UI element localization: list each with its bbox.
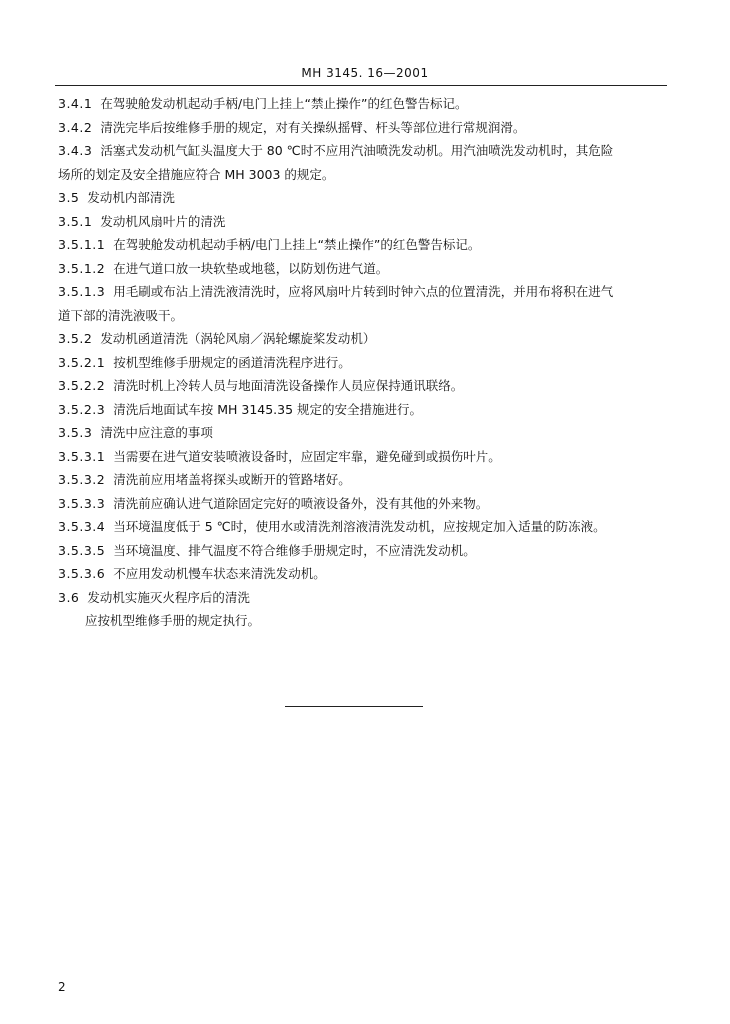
clause-text: 发动机函道清洗（涡轮风扇／涡轮螺旋桨发动机）: [100, 331, 376, 346]
clause-text: 场所的划定及安全措施应符合 MH 3003 的规定。: [58, 166, 335, 182]
page-number: 2: [58, 980, 66, 994]
clause-number: 3.4.1: [58, 96, 93, 111]
standard-code-header: MH 3145. 16—2001: [301, 66, 429, 80]
clause-line: [58, 233, 670, 257]
clause-line: [58, 398, 670, 422]
clause-line: [58, 515, 670, 539]
clause-line: [58, 586, 670, 610]
clause-number: 3.5.3.4: [58, 519, 106, 534]
clause-continuation-line: [58, 609, 670, 633]
clause-text: 在进气道口放一块软垫或地毯，以防划伤进气道。: [113, 260, 389, 276]
clause-number: 3.5.3.2: [58, 472, 106, 487]
clause-text: 清洗完毕后按维修手册的规定，对有关操纵摇臂、杆头等部位进行常规润滑。: [100, 119, 526, 135]
clause-line: [58, 139, 670, 163]
end-of-text-rule: [285, 706, 423, 707]
clause-text: 用毛刷或布沾上清洗液清洗时，应将风扇叶片转到时钟六点的位置清洗，并用布将积在进气: [113, 284, 614, 299]
document-body: [58, 92, 670, 633]
clause-text: 发动机实施灭火程序后的清洗: [87, 589, 250, 605]
clause-line: [58, 257, 670, 281]
clause-text: 应按机型维修手册的规定执行。: [85, 613, 261, 628]
clause-text: 道下部的清洗液吸干。: [58, 307, 184, 323]
clause-number: 3.5: [58, 190, 80, 205]
clause-line: [58, 116, 670, 140]
clause-number: 3.5.2.1: [58, 354, 106, 370]
clause-text: 在驾驶舱发动机起动手柄/电门上挂上“禁止操作”的红色警告标记。: [100, 96, 468, 111]
clause-text: 当环境温度、排气温度不符合维修手册规定时，不应清洗发动机。: [113, 542, 476, 558]
clause-line: [58, 92, 670, 116]
clause-line: [58, 445, 670, 469]
clause-continuation-line: [58, 163, 670, 187]
clause-number: 3.6: [58, 589, 80, 605]
clause-number: 3.5.2: [58, 331, 93, 346]
clause-line: [58, 562, 670, 586]
clause-number: 3.5.2.3: [58, 401, 106, 417]
clause-text: 清洗后地面试车按 MH 3145.35 规定的安全措施进行。: [113, 401, 423, 417]
clause-number: 3.5.3.3: [58, 495, 106, 511]
clause-line: [58, 351, 670, 375]
clause-line: [58, 210, 670, 234]
clause-text: 活塞式发动机气缸头温度大于 80 ℃时不应用汽油喷洗发动机。用汽油喷洗发动机时，其危险: [100, 143, 614, 158]
clause-number: 3.5.3.6: [58, 566, 106, 581]
clause-line: [58, 374, 670, 398]
clause-number: 3.5.1.3: [58, 284, 106, 299]
clause-number: 3.5.3.1: [58, 448, 106, 464]
clause-text: 清洗前应用堵盖将探头或断开的管路堵好。: [113, 472, 351, 487]
clause-line: [58, 421, 670, 445]
clause-continuation-line: [58, 304, 670, 328]
clause-number: 3.5.2.2: [58, 378, 106, 393]
clause-number: 3.5.1: [58, 213, 93, 229]
clause-line: [58, 539, 670, 563]
clause-number: 3.5.1.1: [58, 237, 106, 252]
clause-number: 3.5.3.5: [58, 542, 106, 558]
clause-number: 3.4.3: [58, 143, 93, 158]
clause-text: 清洗前应确认进气道除固定完好的喷液设备外，没有其他的外来物。: [113, 495, 489, 511]
header-divider: [55, 85, 667, 86]
clause-line: [58, 327, 670, 351]
clause-number: 3.5.3: [58, 425, 93, 440]
clause-line: [58, 280, 670, 304]
clause-number: 3.4.2: [58, 119, 93, 135]
clause-text: 不应用发动机慢车状态来清洗发动机。: [113, 566, 326, 581]
clause-text: 按机型维修手册规定的函道清洗程序进行。: [113, 354, 351, 370]
clause-line: [58, 186, 670, 210]
clause-text: 发动机风扇叶片的清洗: [100, 213, 226, 229]
clause-line: [58, 492, 670, 516]
clause-number: 3.5.1.2: [58, 260, 106, 276]
clause-text: 清洗时机上冷转人员与地面清洗设备操作人员应保持通讯联络。: [113, 378, 464, 393]
clause-text: 当环境温度低于 5 ℃时，使用水或清洗剂溶液清洗发动机，应按规定加入适量的防冻液。: [113, 519, 606, 534]
clause-text: 清洗中应注意的事项: [100, 425, 213, 440]
clause-text: 在驾驶舱发动机起动手柄/电门上挂上“禁止操作”的红色警告标记。: [113, 237, 481, 252]
clause-text: 当需要在进气道安装喷液设备时，应固定牢靠，避免碰到或损伤叶片。: [113, 448, 501, 464]
clause-text: 发动机内部清洗: [87, 190, 175, 205]
clause-line: [58, 468, 670, 492]
